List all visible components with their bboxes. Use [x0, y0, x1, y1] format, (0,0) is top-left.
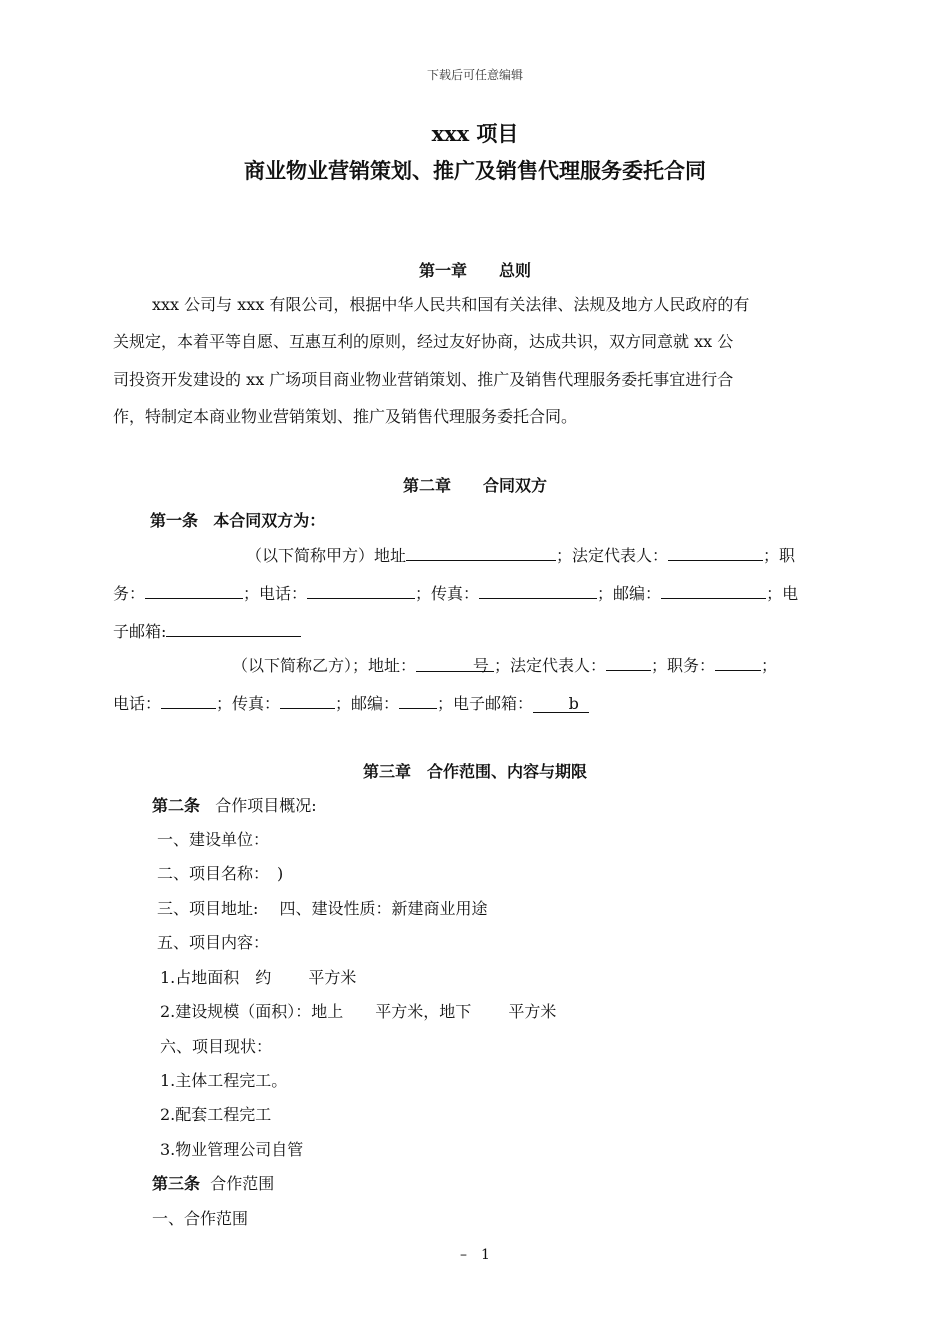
project-item: 3.物业管理公司自管 [160, 1140, 304, 1159]
article1-text: 本合同双方为： [213, 511, 326, 530]
partyA-label: （以下简称甲方）地址 [246, 546, 407, 565]
partyA-title-label-cont: 务： [113, 584, 146, 603]
partyA-title-blank [145, 580, 243, 599]
article1 [150, 508, 325, 531]
project-item: 五、项目内容： [157, 933, 270, 952]
project-item: 1.主体工程完工。 [160, 1071, 288, 1090]
project-item: 二、项目名称： ) [157, 864, 284, 883]
chapter1-para-line3: 司投资开发建设的 xx 广场项目商业物业营销策划、推广及销售代理服务委托事宜进行合 [113, 370, 734, 389]
article3-text: 合作范围 [210, 1174, 275, 1193]
partyB-email-value: b [568, 694, 579, 713]
partyA-rep-label: ；法定代表人： [556, 546, 669, 565]
partyB-fax-blank [280, 690, 335, 709]
partyA-email-blank [166, 618, 301, 637]
chapter1-para-line2: 关规定，本着平等自愿、互惠互利的原则，经过友好协商，达成共识，双方同意就 xx 公 [113, 332, 734, 351]
article2 [152, 793, 317, 816]
partyB-fax-label: ；传真： [216, 694, 281, 713]
partyB-rep-label: ；法定代表人： [494, 656, 607, 675]
chapter3-heading: 第三章 合作范围、内容与期限 [362, 762, 587, 781]
partyB-address-blank [416, 653, 494, 675]
doc-title-line1: xxx 项目 [431, 121, 519, 146]
partyB-address-num: 号 [472, 656, 489, 675]
scope-heading: 一、合作范围 [152, 1209, 249, 1228]
project-item: 六、项目现状： [160, 1037, 273, 1056]
project-item: 2.建设规模（面积）：地上 平方米，地下 平方米 [160, 1002, 557, 1021]
chapter1-para-line1: xxx 公司与 xxx 有限公司，根据中华人民共和国有关法律、法规及地方人民政府的有 [152, 295, 750, 314]
project-item: 1.占地面积 约 平方米 [160, 968, 357, 987]
chapter1-heading: 第一章 总则 [418, 261, 531, 280]
page-number: – 1 [460, 1247, 490, 1263]
partyB-line1 [232, 652, 777, 676]
partyB-label: （以下简称乙方）；地址： [232, 656, 417, 675]
partyA-fax-label: ；传真： [415, 584, 480, 603]
project-item: 一、建设单位： [157, 830, 270, 849]
partyB-zip-blank [399, 690, 437, 709]
partyA-email-label-cont: 子邮箱: [113, 622, 167, 641]
partyA-phone-label: ；电话： [243, 584, 308, 603]
partyA-line2 [113, 580, 798, 604]
article3 [152, 1171, 274, 1194]
project-item: 三、项目地址: 四、建设性质：新建商业用途 [157, 899, 488, 918]
partyA-phone-blank [307, 580, 415, 599]
partyB-phone-label: 电话： [113, 694, 162, 713]
article1-num: 第一条 [150, 511, 199, 530]
partyB-title-blank [715, 652, 761, 671]
partyA-rep-blank [668, 542, 763, 561]
chapter1-para-line4: 作，特制定本商业物业营销策划、推广及销售代理服务委托合同。 [113, 407, 578, 426]
partyA-email-label: ；电 [766, 584, 799, 603]
partyA-zip-blank [661, 580, 766, 599]
partyB-zip-label: ；邮编： [335, 694, 400, 713]
project-item: 2.配套工程完工 [160, 1105, 272, 1124]
partyB-line2 [113, 690, 589, 714]
partyA-fax-blank [479, 580, 597, 599]
article3-num: 第三条 [152, 1174, 201, 1193]
partyA-line1 [246, 542, 795, 566]
partyB-email-blank [533, 694, 589, 713]
article2-num: 第二条 [152, 796, 201, 815]
partyA-address-blank [406, 542, 556, 561]
partyB-sep: ； [761, 656, 778, 675]
partyB-email-label: ；电子邮箱： [437, 694, 534, 713]
partyA-line3 [113, 618, 301, 642]
partyA-title-label: ；职 [763, 546, 796, 565]
chapter2-heading: 第二章 合同双方 [402, 476, 547, 495]
partyB-rep-blank [606, 652, 651, 671]
doc-title-line2: 商业物业营销策划、推广及销售代理服务委托合同 [244, 158, 706, 183]
partyB-title-label: ；职务： [651, 656, 716, 675]
page-header: 下载后可任意编辑 [426, 68, 523, 82]
partyA-zip-label: ；邮编： [597, 584, 662, 603]
article2-text: 合作项目概况: [215, 796, 317, 815]
partyB-phone-blank [161, 690, 216, 709]
